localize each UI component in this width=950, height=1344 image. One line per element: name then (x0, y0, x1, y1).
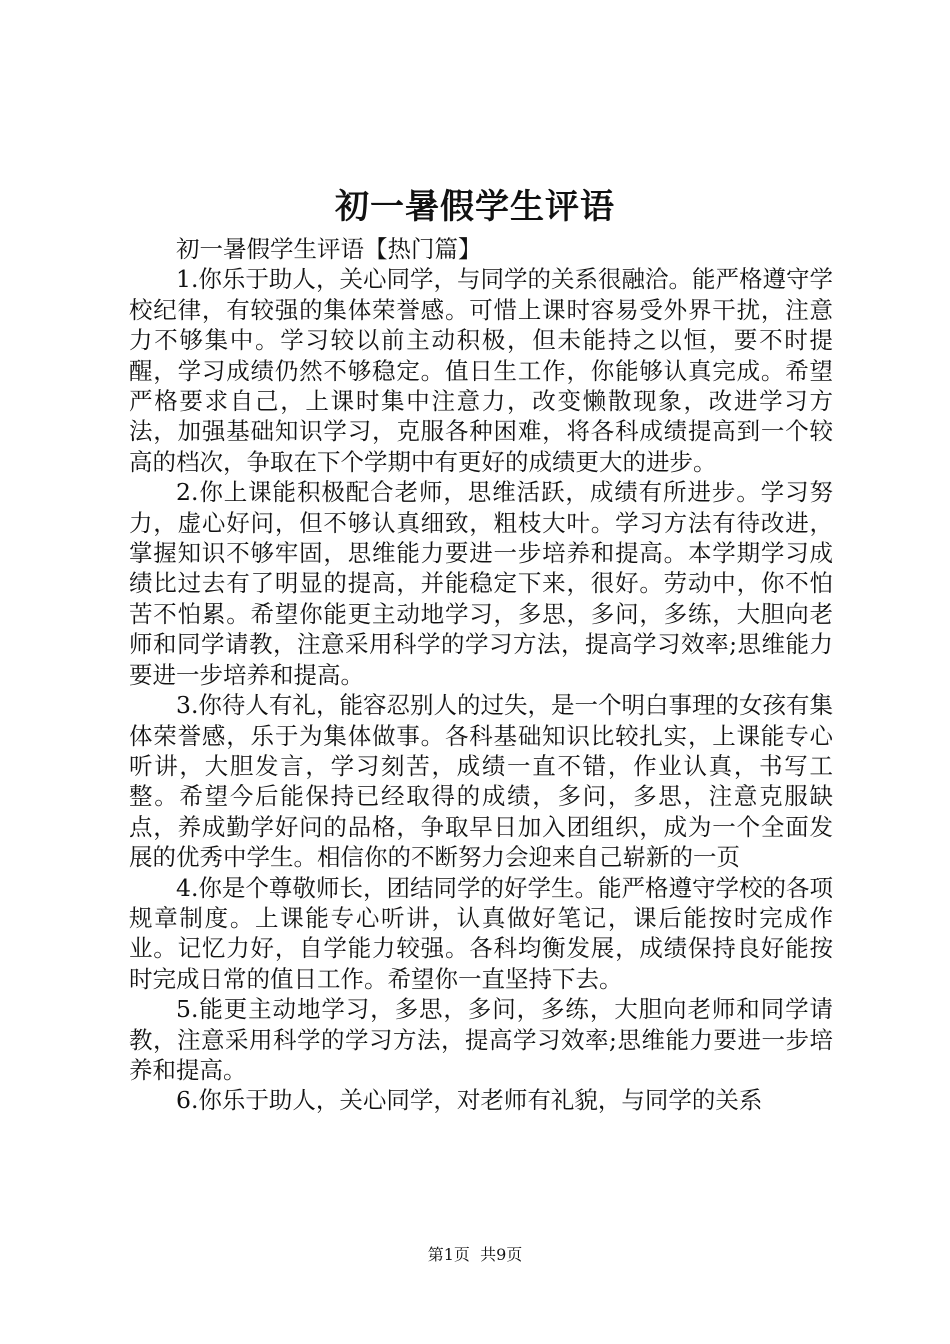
page-footer (0, 1244, 950, 1266)
comment-paragraph-5: 5.能更主动地学习，多思，多问，多练，大胆向老师和同学请教，注意采用科学的学习方法，提高学习效率;思维能力要进一步培养和提高。 (129, 995, 833, 1084)
document-body (129, 234, 833, 1116)
page-number: 第1页 共9页 (427, 1245, 523, 1264)
comment-paragraph-4: 4.你是个尊敬师长，团结同学的好学生。能严格遵守学校的各项规章制度。上课能专心听讲，认真做好笔记，课后能按时完成作业。记忆力好，自学能力较强。各科均衡发展，成绩保持良好能按时完成日常的值日工作。希望你一直坚持下去。 (129, 873, 833, 993)
document-subtitle: 初一暑假学生评语【热门篇】 (176, 235, 482, 263)
comment-paragraph-3: 3.你待人有礼，能容忍别人的过失，是一个明白事理的女孩有集体荣誉感，乐于为集体做事。各科基础知识比较扎实，上课能专心听讲，大胆发言，学习刻苦，成绩一直不错，作业认真，书写工整。希望今后能保持已经取得的成绩，多问，多思，注意克服缺点，养成勤学好问的品格，争取早日加入团组织，成为一个全面发展的优秀中学生。相信你的不断努力会迎来自己崭新的一页 (129, 691, 833, 872)
comment-paragraph-6: 6.你乐于助人，关心同学，对老师有礼貌，与同学的关系 (176, 1086, 763, 1115)
comment-paragraph-1: 1.你乐于助人，关心同学，与同学的关系很融洽。能严格遵守学校纪律，有较强的集体荣誉感。可惜上课时容易受外界干扰，注意力不够集中。学习较以前主动积极，但未能持之以恒，要不时提醒，学习成绩仍然不够稳定。值日生工作，你能够认真完成。希望严格要求自己，上课时集中注意力，改变懒散现象，改进学习方法，加强基础知识学习，克服各种困难，将各科成绩提高到一个较高的档次，争取在下个学期中有更好的成绩更大的进步。 (129, 265, 833, 476)
document-title: 初一暑假学生评语 (335, 187, 615, 227)
comment-paragraph-2: 2.你上课能积极配合老师，思维活跃，成绩有所进步。学习努力，虚心好问，但不够认真细致，粗枝大叶。学习方法有待改进，掌握知识不够牢固，思维能力要进一步培养和提高。本学期学习成绩比过去有了明显的提高，并能稳定下来，很好。劳动中，你不怕苦不怕累。希望你能更主动地学习，多思，多问，多练，大胆向老师和同学请教，注意采用科学的学习方法，提高学习效率;思维能力要进一步培养和提高。 (129, 478, 833, 689)
